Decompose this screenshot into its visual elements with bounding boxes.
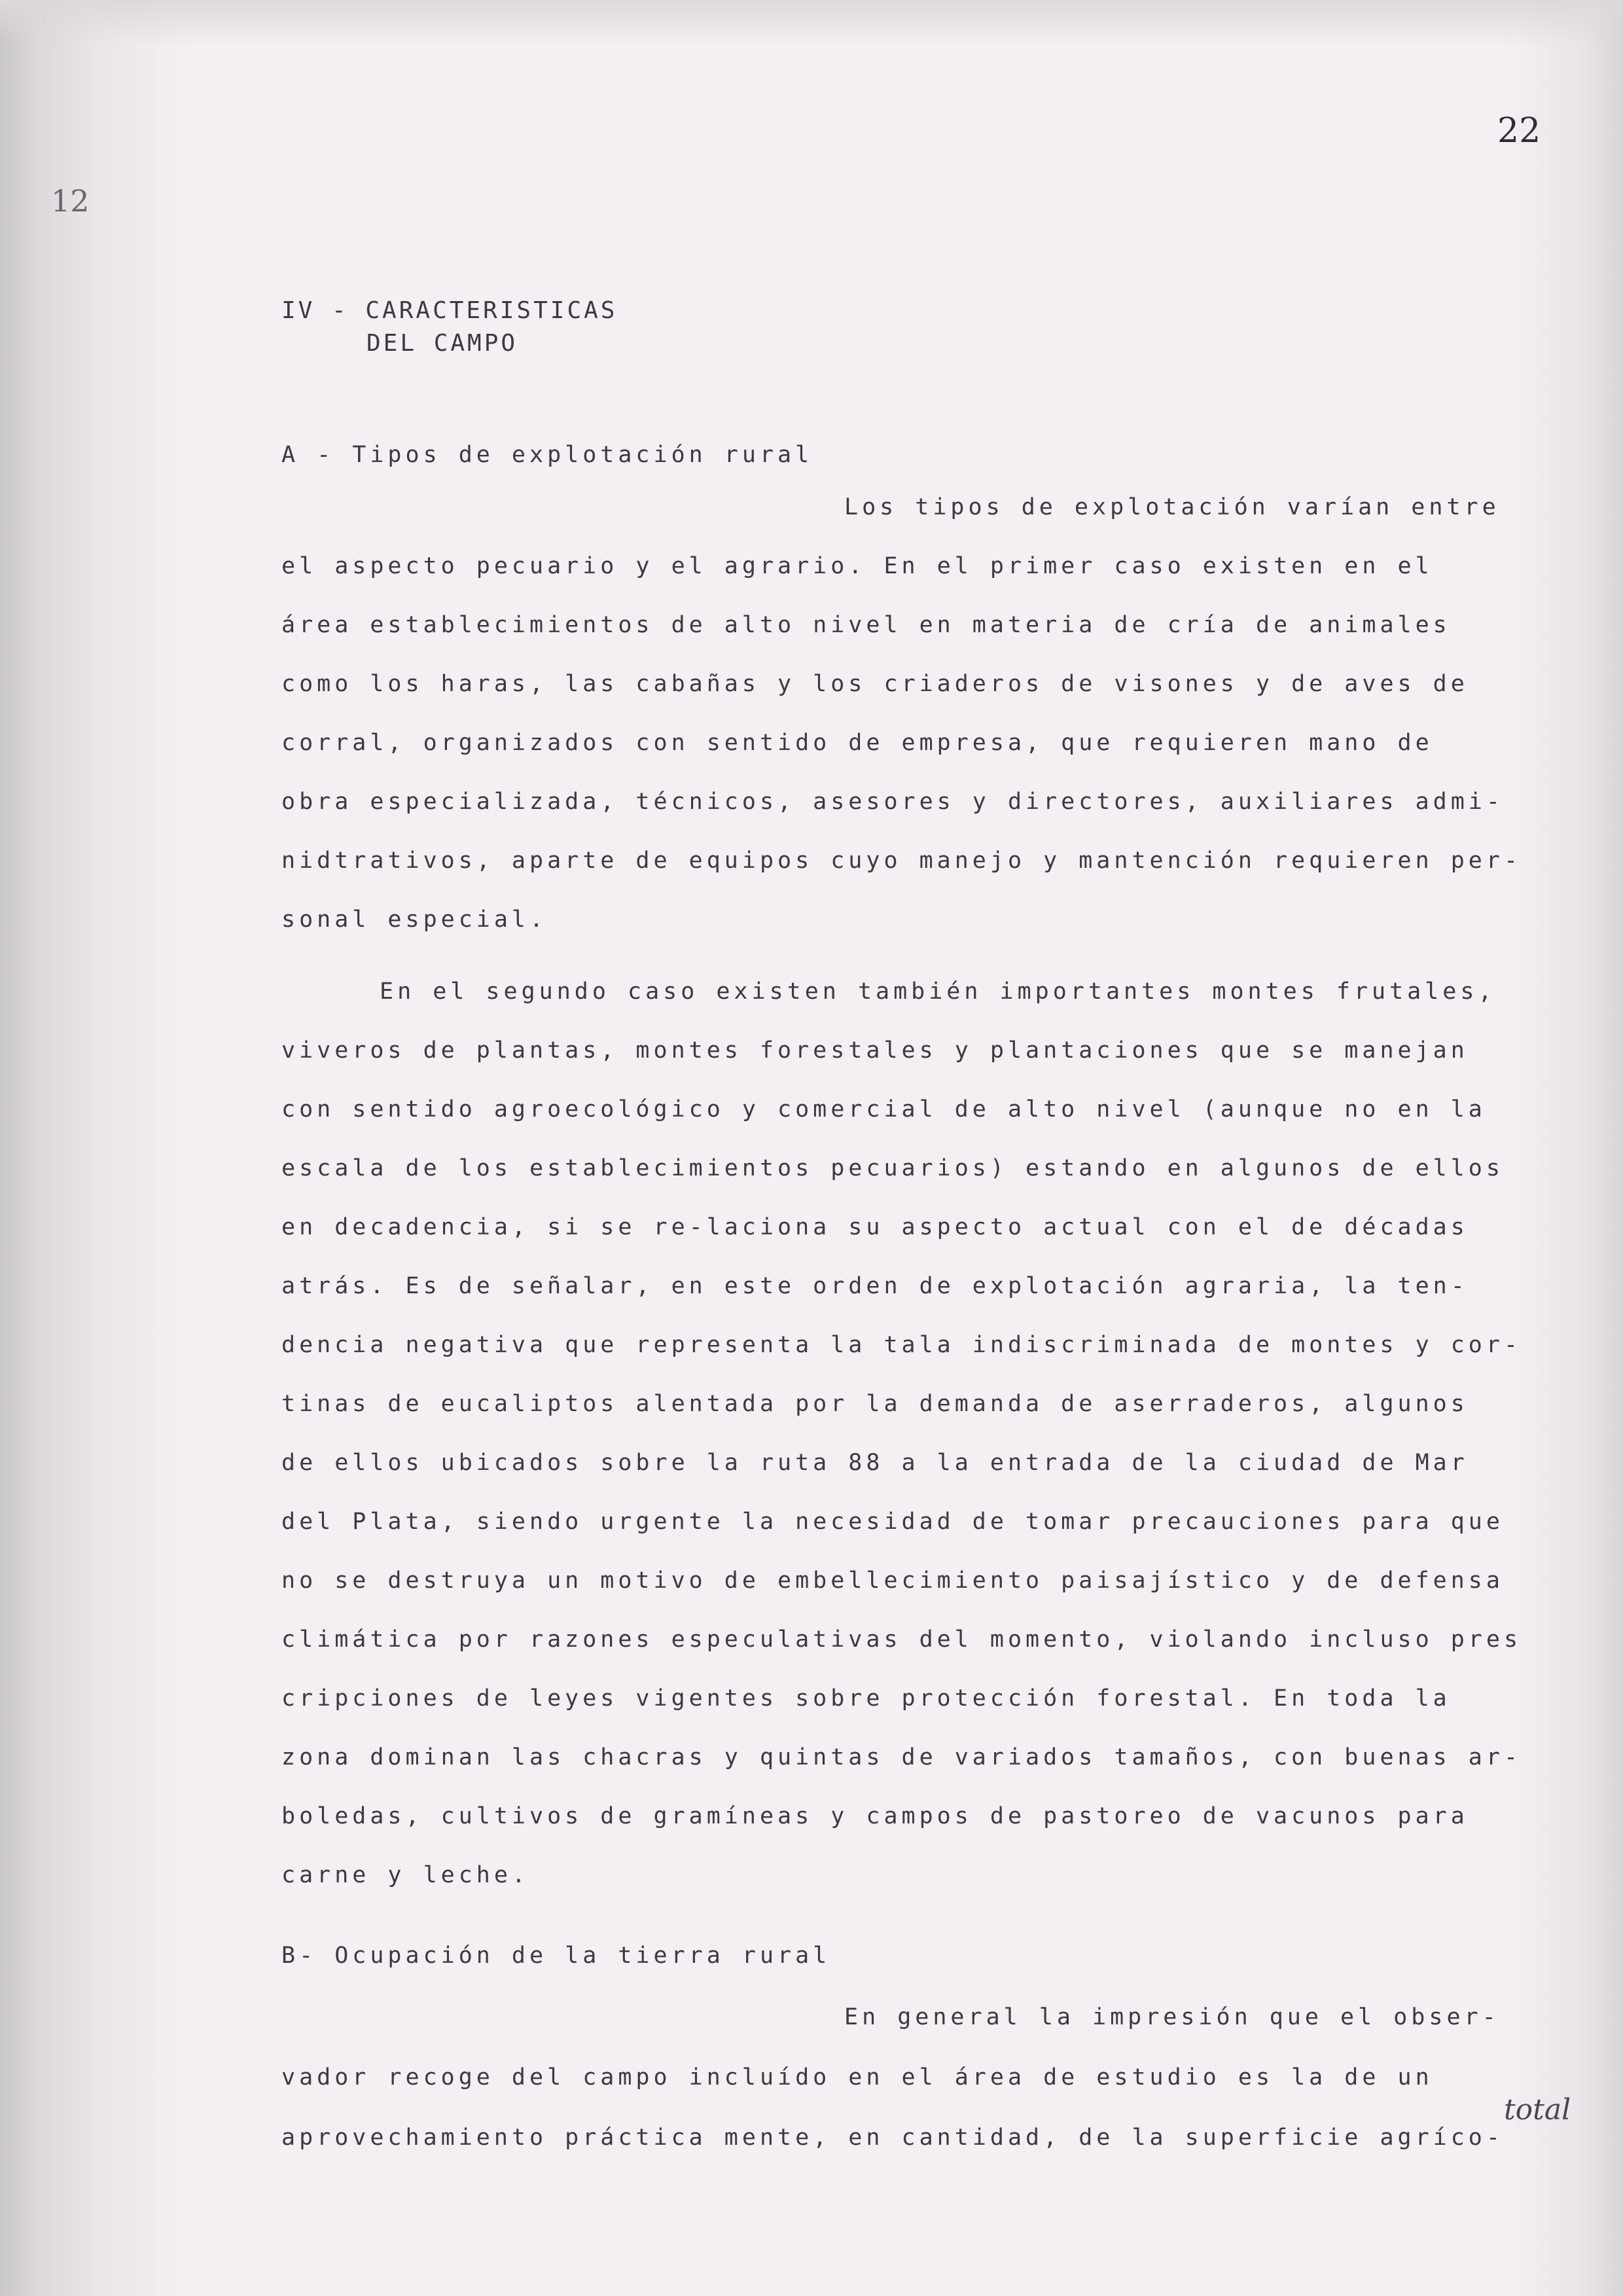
text-line: climática por razones especulativas del momento, violando incluso pres xyxy=(281,1626,1522,1653)
text-line: como los haras, las cabañas y los criaderos de visones y de aves de xyxy=(281,671,1469,697)
section-a xyxy=(281,432,1564,1905)
text-line: con sentido agroecológico y comercial de alto nivel (aunque no en la xyxy=(281,1096,1486,1122)
heading-line-2: DEL CAMPO xyxy=(366,330,518,357)
text-line: viveros de plantas, montes forestales y plantaciones que se manejan xyxy=(281,1037,1469,1064)
text-line: corral, organizados con sentido de empresa, que requieren mano de xyxy=(281,730,1433,756)
text-line: el aspecto pecuario y el agrario. En el primer caso existen en el xyxy=(281,553,1433,579)
text-line: En general la impresión que el obser- xyxy=(844,2004,1500,2030)
text-line: área establecimientos de alto nivel en materia de cría de animales xyxy=(281,612,1451,638)
text-line: Los tipos de explotación varían entre xyxy=(844,494,1500,520)
page-number-handwritten: 22 xyxy=(1497,111,1541,151)
text-line: de ellos ubicados sobre la ruta 88 a la entrada de la ciudad de Mar xyxy=(281,1450,1469,1476)
text-line: vador recoge del campo incluído en el área de estudio es la de un xyxy=(281,2064,1433,2090)
text-line: cripciones de leyes vigentes sobre protección forestal. En toda la xyxy=(281,1685,1451,1712)
text-line: del Plata, siendo urgente la necesidad de tomar precauciones para que xyxy=(281,1509,1504,1535)
scan-shadow xyxy=(0,0,1623,46)
section-a-title: A - Tipos de explotación rural xyxy=(281,442,813,468)
text-line: boledas, cultivos de gramíneas y campos de pastoreo de vacunos para xyxy=(281,1803,1469,1829)
text-line: atrás. Es de señalar, en este orden de explotación agraria, la ten- xyxy=(281,1273,1469,1299)
text-line: en decadencia, si se re-laciona su aspecto actual con el de décadas xyxy=(281,1214,1469,1240)
text-line: dencia negativa que representa la tala indiscriminada de montes y cor- xyxy=(281,1332,1522,1358)
text-line: En el segundo caso existen también importantes montes frutales, xyxy=(380,978,1496,1005)
text-line: escala de los establecimientos pecuarios) estando en algunos de ellos xyxy=(281,1155,1504,1181)
text-line: nidtrativos, aparte de equipos cuyo manejo y mantención requieren per- xyxy=(281,848,1522,874)
text-line: aprovechamiento práctica mente, en cantidad, de la superficie agríco- xyxy=(281,2125,1504,2151)
section-a-paragraph-1 xyxy=(281,478,1564,949)
section-a-paragraph-2 xyxy=(281,962,1564,1905)
chapter-heading xyxy=(281,295,1564,360)
text-line: sonal especial. xyxy=(281,906,548,933)
text-line: no se destruya un motivo de embellecimiento paisajístico y de defensa xyxy=(281,1568,1504,1594)
text-line: carne y leche. xyxy=(281,1862,530,1888)
heading-line-1: IV - CARACTERISTICAS xyxy=(281,297,618,324)
section-b-title: B- Ocupación de la tierra rural xyxy=(281,1943,831,1969)
section-b-paragraph-1 xyxy=(281,1987,1564,2168)
document-body xyxy=(281,295,1564,2168)
section-b xyxy=(281,1924,1564,2168)
text-line: obra especializada, técnicos, asesores y directores, auxiliares admi- xyxy=(281,789,1504,815)
text-line: zona dominan las chacras y quintas de variados tamaños, con buenas ar- xyxy=(281,1744,1522,1770)
page-number-faded: 12 xyxy=(51,183,90,219)
text-line: tinas de eucaliptos alentada por la demanda de aserraderos, algunos xyxy=(281,1391,1469,1417)
handwritten-margin-note: total xyxy=(1504,2093,1571,2126)
